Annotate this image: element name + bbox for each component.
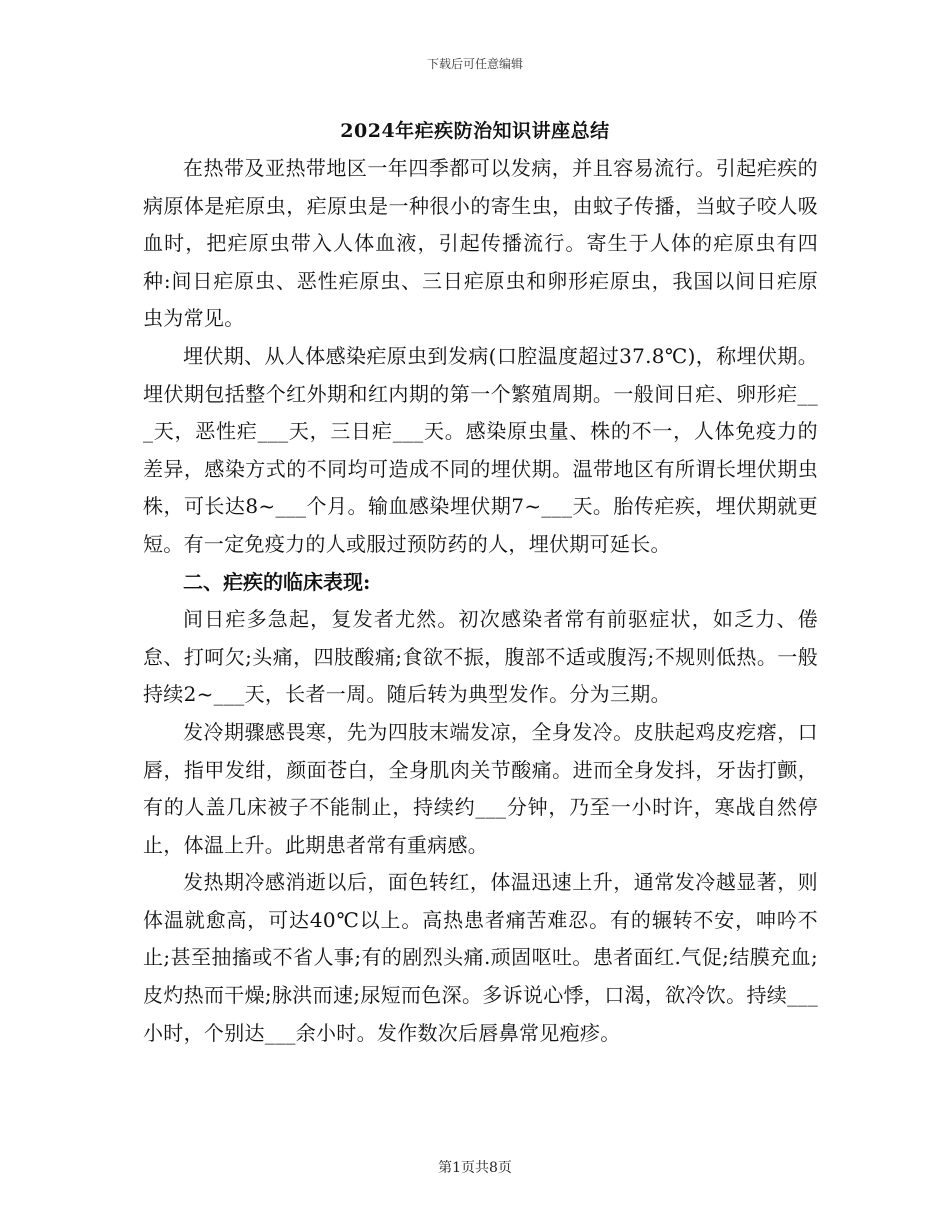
document-title: 2024年疟疾防治知识讲座总结: [340, 120, 610, 142]
paragraph-onset: 间日疟多急起，复发者尤然。初次感染者常有前驱症状，如乏力、倦怠、打呵欠;头痛，四肢酸痛;食欲不振，腹部不适或腹泻;不规则低热。一般持续2~___天，长者一周。随后转为典型发作。分为三期。: [143, 607, 818, 707]
section-heading-clinical: 二、疟疾的临床表现:: [183, 569, 371, 594]
paragraph-hot-stage: 发热期冷感消逝以后，面色转红，体温迅速上升，通常发冷越显著，则体温就愈高，可达40℃以上。高热患者痛苦难忍。有的辗转不安，呻吟不止;甚至抽搐或不省人事;有的剧烈头痛.顽固呕吐。患者面红.气促;结膜充血;皮灼热而干燥;脉洪而速;尿短而色深。多诉说心悸，口渴，欲冷饮。持续___小时，个别达___余小时。发作数次后唇鼻常见疱疹。: [143, 870, 818, 1045]
paragraph-cold-stage: 发冷期骤感畏寒，先为四肢末端发凉，全身发冷。皮肤起鸡皮疙瘩，口唇，指甲发绀，颜面苍白，全身肌肉关节酸痛。进而全身发抖，牙齿打颤，有的人盖几床被子不能制止，持续约___分钟，乃至一小时许，寒战自然停止，体温上升。此期患者常有重病感。: [143, 719, 818, 857]
page-number: 第1页共8页: [438, 1160, 512, 1176]
paragraph-incubation: 埋伏期、从人体感染疟原虫到发病(口腔温度超过37.8℃)，称埋伏期。埋伏期包括整个红外期和红内期的第一个繁殖周期。一般间日疟、卵形疟___天，恶性疟___天，三日疟___天。感染原虫量、株的不一，人体免疫力的差异，感染方式的不同均可造成不同的埋伏期。温带地区有所谓长埋伏期虫株，可长达8~___个月。输血感染埋伏期7~___天。胎传疟疾，埋伏期就更短。有一定免疫力的人或服过预防药的人，埋伏期可延长。: [143, 343, 818, 556]
document-body: [143, 150, 818, 1052]
page-header-note: 下载后可任意编辑: [426, 57, 523, 71]
paragraph-intro: 在热带及亚热带地区一年四季都可以发病，并且容易流行。引起疟疾的病原体是疟原虫，疟原虫是一种很小的寄生虫，由蚊子传播，当蚊子咬人吸血时，把疟原虫带入人体血液，引起传播流行。寄生于人体的疟原虫有四种:间日疟原虫、恶性疟原虫、三日疟原虫和卵形疟原虫，我国以间日疟原虫为常见。: [143, 156, 818, 331]
